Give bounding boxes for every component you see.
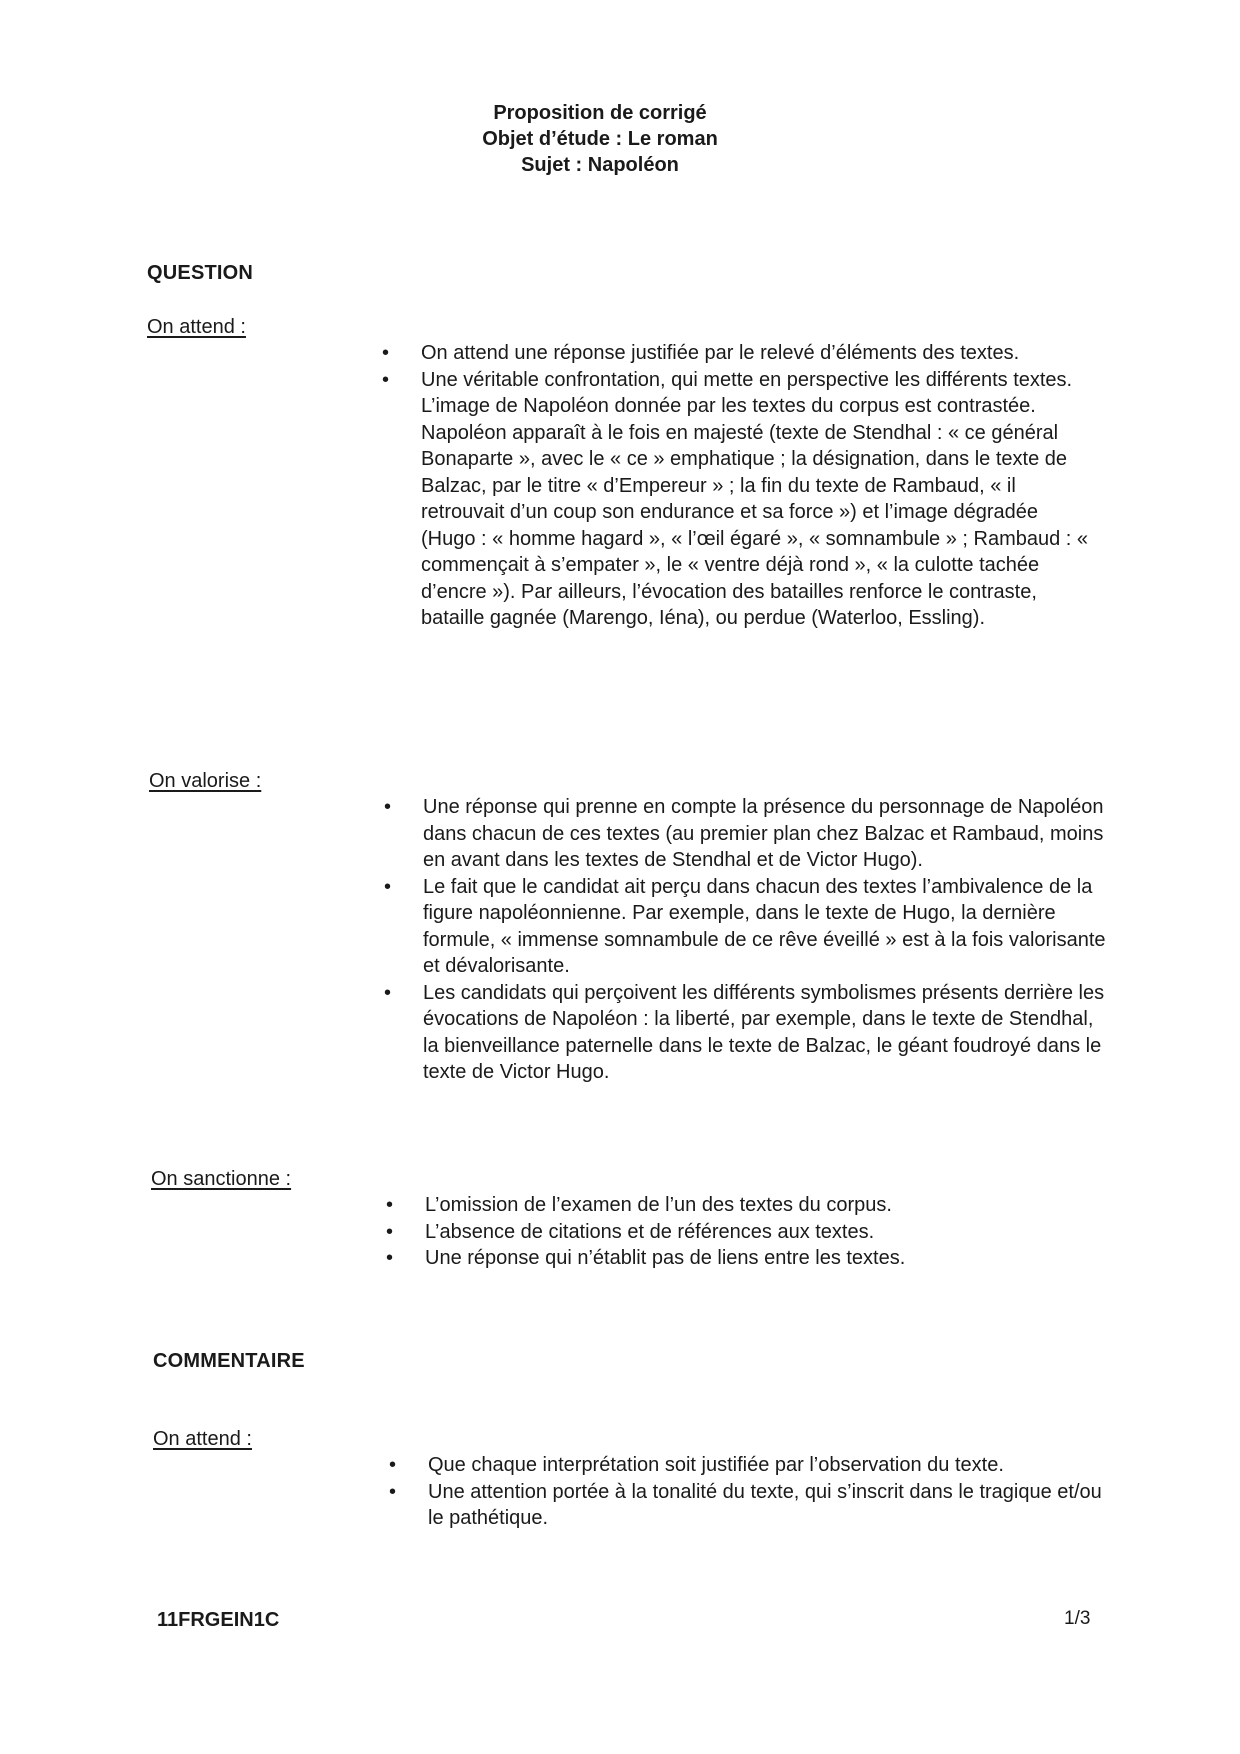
question-sanctionne-list bbox=[380, 1192, 1100, 1272]
list-item: • Que chaque interprétation soit justifiée par l’observation du texte. bbox=[383, 1452, 1103, 1479]
header-study-object: Objet d’étude : Le roman bbox=[482, 128, 718, 150]
document-header bbox=[0, 100, 1200, 178]
question-attend-label: On attend : bbox=[147, 316, 246, 338]
list-item: • Une véritable confrontation, qui mette en perspective les différents textes. L’image de Napoléon donnée par les textes du corpus est contrastée. Napoléon apparaît à le fois en majesté (texte de Stendhal : « ce général Bonaparte », avec le « ce » emphatique ; la désignation, dans le texte de Balzac, par le titre « d’Empereur » ; la fin du texte de Rambaud, « il retrouvait d’un coup son endurance et sa force ») et l’image dégradée (Hugo : « homme hagard », « l’œil égaré », « somnambule » ; Rambaud : « commençait à s’empater », le « ventre déjà rond », « la culotte tachée d’encre »). Par ailleurs, l’évocation des batailles renforce le contraste, bataille gagnée (Marengo, Iéna), ou perdue (Waterloo, Essling). bbox=[376, 367, 1096, 632]
commentaire-attend-list bbox=[383, 1452, 1103, 1532]
commentaire-attend-label: On attend : bbox=[153, 1428, 252, 1450]
document-code: 11FRGEIN1C bbox=[157, 1609, 280, 1631]
question-valorise-label: On valorise : bbox=[149, 770, 262, 792]
list-item: • Les candidats qui perçoivent les différents symbolismes présents derrière les évocations de Napoléon : la liberté, par exemple, dans le texte de Stendhal, la bienveillance paternelle dans le texte de Balzac, le géant foudroyé dans le texte de Victor Hugo. bbox=[378, 980, 1106, 1086]
section-title-commentaire: COMMENTAIRE bbox=[153, 1350, 305, 1372]
question-sanctionne-label: On sanctionne : bbox=[151, 1168, 292, 1190]
list-item: • L’omission de l’examen de l’un des textes du corpus. bbox=[380, 1192, 1100, 1219]
header-title: Proposition de corrigé bbox=[493, 102, 707, 124]
list-item: • L’absence de citations et de références aux textes. bbox=[380, 1219, 1100, 1246]
list-item: • Une réponse qui prenne en compte la présence du personnage de Napoléon dans chacun de ces textes (au premier plan chez Balzac et Rambaud, moins en avant dans les textes de Stendhal et de Victor Hugo). bbox=[378, 794, 1106, 874]
header-subject: Sujet : Napoléon bbox=[521, 154, 679, 176]
page-number: 1/3 bbox=[1064, 1608, 1091, 1629]
section-title-question: QUESTION bbox=[147, 262, 254, 284]
list-item: • Une réponse qui n’établit pas de liens entre les textes. bbox=[380, 1245, 1100, 1272]
list-item: • Une attention portée à la tonalité du texte, qui s’inscrit dans le tragique et/ou le pathétique. bbox=[383, 1479, 1103, 1532]
question-attend-list bbox=[376, 340, 1096, 632]
list-item: • Le fait que le candidat ait perçu dans chacun des textes l’ambivalence de la figure napoléonnienne. Par exemple, dans le texte de Hugo, la dernière formule, « immense somnambule de ce rêve éveillé » est à la fois valorisante et dévalorisante. bbox=[378, 874, 1106, 980]
list-item: • On attend une réponse justifiée par le relevé d’éléments des textes. bbox=[376, 340, 1096, 367]
question-valorise-list bbox=[378, 794, 1106, 1086]
